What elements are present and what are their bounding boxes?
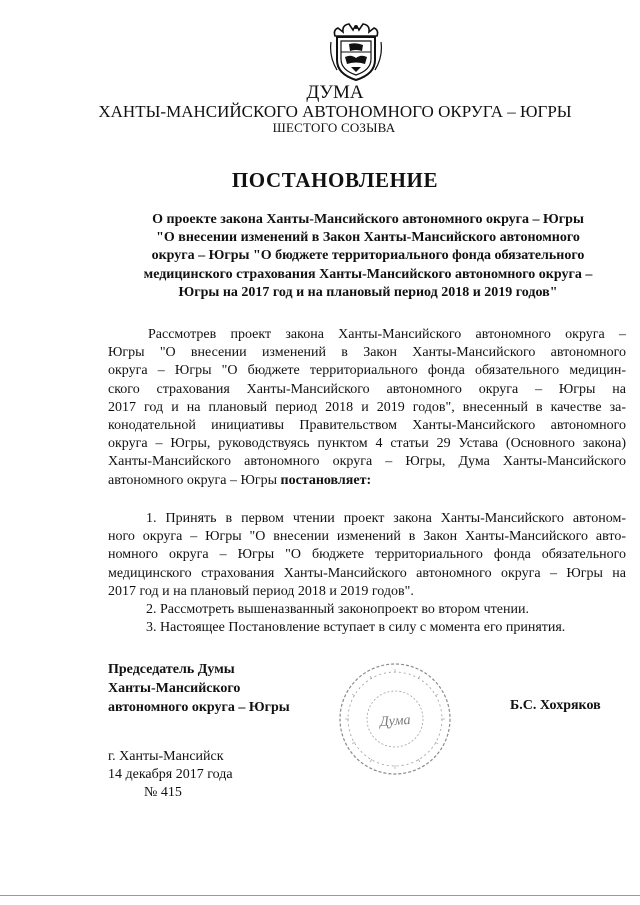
city: г. Ханты-Мансийск <box>108 749 224 764</box>
subject-line: медицинского страхования Ханты-Мансийского автономного округа – <box>143 266 593 282</box>
position-line: Ханты-Мансийского <box>108 681 241 696</box>
preamble-line: округа – Югры, руководствуясь пунктом 4 статьи 29 Устава (Основного закона) <box>108 436 626 452</box>
preamble-line: Югры "О внесении изменений в Закон Ханты-Мансийского автономного <box>108 345 626 361</box>
resolution-keyword: постановляет: <box>280 472 372 488</box>
preamble-line: Рассмотрев проект закона Ханты-Мансийского автономного округа – <box>148 327 626 342</box>
subject-line: Югры на 2017 год и на плановый период 2018 и 2019 годов" <box>178 284 558 300</box>
item2: 2. Рассмотреть вышеназванный законопроект во втором чтении. <box>146 602 529 618</box>
subject-line: О проекте закона Ханты-Мансийского автономного округа – Югры <box>152 212 584 227</box>
position-line: автономного округа – Югры <box>108 700 290 715</box>
preamble-last-text: автономного округа – Югры <box>108 472 281 488</box>
document-subject <box>108 211 628 302</box>
document-title: ПОСТАНОВЛЕНИЕ <box>231 168 439 192</box>
preamble-line: 2017 год и на плановый период 2018 и 2019 годов", внесенный в качестве за- <box>108 399 626 415</box>
coat-of-arms-icon <box>329 22 383 82</box>
date: 14 декабря 2017 года <box>108 767 233 782</box>
preamble-paragraph <box>108 326 626 490</box>
item1-line: медицинского страхования Ханты-Мансийского автономного округа – Югры на <box>108 565 626 581</box>
place-date-block <box>108 748 233 802</box>
official-stamp <box>335 659 455 779</box>
item1-line: 2017 год и на плановый период 2018 и 2019 годов". <box>108 583 414 599</box>
resolution-items <box>108 510 626 637</box>
item1-line: ного округа – Югры "О внесении изменений в Закон Ханты-Мансийского авто- <box>108 529 626 545</box>
convocation-line: ШЕСТОГО СОЗЫВА <box>272 120 396 135</box>
subject-line: "О внесении изменений в Закон Ханты-Мансийского автономного <box>156 230 580 246</box>
subject-line: округа – Югры "О бюджете территориального фонда обязательного <box>151 248 585 264</box>
scan-edge-line <box>0 895 640 896</box>
signatory-name: Б.С. Хохряков <box>510 698 601 713</box>
item3: 3. Настоящее Постановление вступает в силу с момента его принятия. <box>146 620 566 636</box>
item1-line: номного округа – Югры "О бюджете территориального фонда обязательного <box>108 547 626 563</box>
preamble-line: ского страхования Ханты-Мансийского автономного округа – Югры на <box>108 381 626 397</box>
org-name-line2: ХАНТЫ-МАНСИЙСКОГО АВТОНОМНОГО ОКРУГА – ЮГРЫ <box>98 102 572 121</box>
stamp-text: Дума <box>379 712 412 731</box>
document-number: № 415 <box>144 785 182 800</box>
org-name-line1: ДУМА <box>306 82 364 103</box>
preamble-last-line <box>108 472 626 490</box>
item1-line: 1. Принять в первом чтении проект закона Ханты-Мансийского автоном- <box>146 511 626 526</box>
preamble-line: Ханты-Мансийского автономного округа – Югры, Дума Ханты-Мансийского <box>108 454 626 470</box>
preamble-line: округа – Югры "О бюджете территориального фонда обязательного медицин- <box>108 363 626 379</box>
position-line: Председатель Думы <box>108 662 235 677</box>
preamble-line: конодательной инициативы Правительством Ханты-Мансийского автономного <box>108 418 626 434</box>
signatory-position <box>108 660 290 717</box>
